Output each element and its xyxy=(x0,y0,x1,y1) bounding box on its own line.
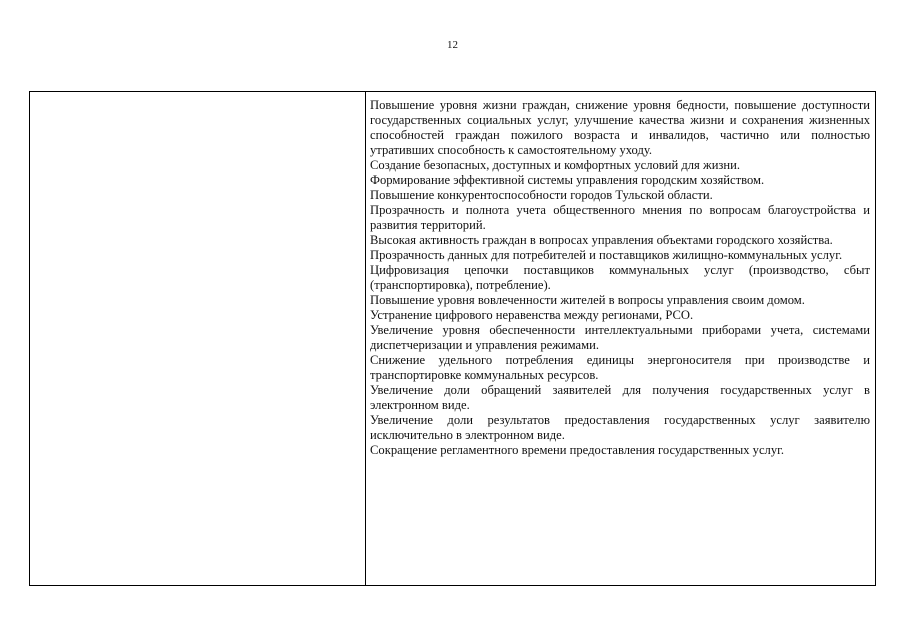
table-paragraph: Прозрачность и полнота учета общественного мнения по вопросам благоустройства и развития территорий. xyxy=(370,203,870,232)
document-table xyxy=(29,91,876,586)
table-paragraph: Прозрачность данных для потребителей и поставщиков жилищно-коммунальных услуг. xyxy=(370,248,843,262)
page-number: 12 xyxy=(447,39,458,51)
table-paragraph: Цифровизация цепочки поставщиков коммунальных услуг (производство, сбыт (транспортировка), потребление). xyxy=(370,263,870,292)
table-paragraph: Устранение цифрового неравенства между регионами, РСО. xyxy=(370,308,694,322)
table-paragraph: Увеличение уровня обеспеченности интеллектуальными приборами учета, системами диспетчеризации и управления режимами. xyxy=(370,323,870,352)
table-paragraph: Повышение уровня жизни граждан, снижение уровня бедности, повышение доступности государственных социальных услуг, улучшение качества жизни и сохранения жизненных способностей граждан пожилого возраста и инвалидов, частично или полностью утративших способность к самостоятельному уходу. xyxy=(370,98,870,157)
table-paragraph: Создание безопасных, доступных и комфортных условий для жизни. xyxy=(370,158,741,172)
table-paragraph: Повышение конкурентоспособности городов Тульской области. xyxy=(370,188,713,202)
table-paragraph: Повышение уровня вовлеченности жителей в вопросы управления своим домом. xyxy=(370,293,805,307)
table-paragraph: Формирование эффективной системы управления городским хозяйством. xyxy=(370,173,765,187)
table-paragraph: Высокая активность граждан в вопросах управления объектами городского хозяйства. xyxy=(370,233,833,247)
table-cell-right xyxy=(366,92,875,585)
table-paragraph: Сокращение регламентного времени предоставления государственных услуг. xyxy=(370,443,785,457)
table-paragraph: Снижение удельного потребления единицы энергоносителя при производстве и транспортировке коммунальных ресурсов. xyxy=(370,353,870,382)
table-paragraph: Увеличение доли результатов предоставления государственных услуг заявителю исключительно в электронном виде. xyxy=(370,413,870,442)
table-cell-left xyxy=(30,92,366,585)
table-paragraph: Увеличение доли обращений заявителей для получения государственных услуг в электронном виде. xyxy=(370,383,870,412)
